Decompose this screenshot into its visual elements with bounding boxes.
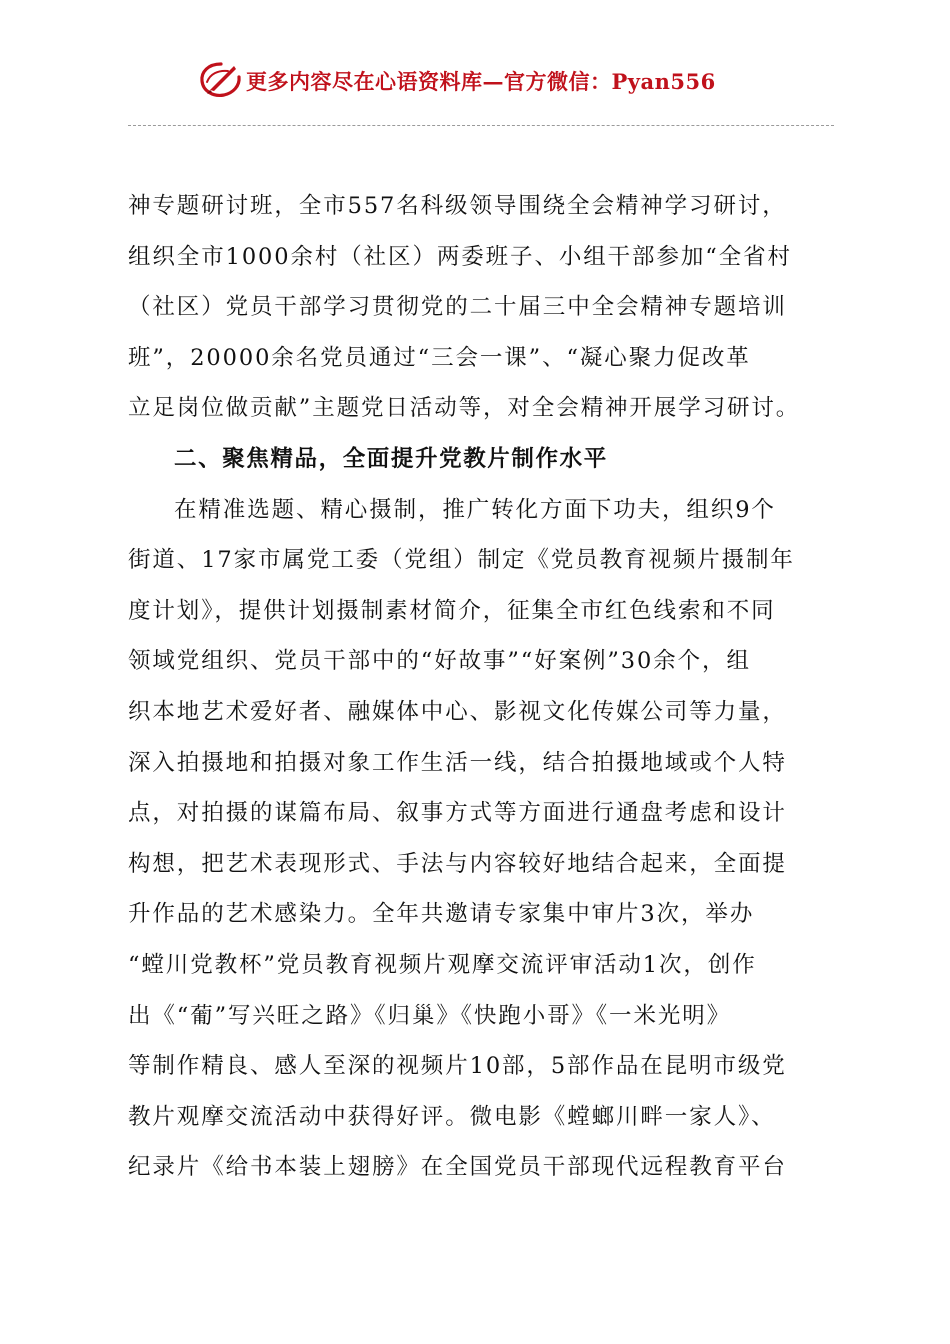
paragraph-line: “螳川党教杯”党员教育视频片观摩交流评审活动1次，创作	[128, 951, 757, 978]
paragraph-line: 神专题研讨班，全市557名科级领导围绕全会精神学习研讨，	[128, 193, 787, 219]
header-title	[246, 66, 716, 96]
paragraph-line: 点，对拍摄的谋篇布局、叙事方式等方面进行通盘考虑和设计	[128, 800, 787, 827]
paragraph-line: 度计划》，提供计划摄制素材简介，征集全市红色线索和不同	[128, 597, 776, 624]
paragraph-line: 教片观摩交流活动中获得好评。微电影《螳螂川畔一家人》、	[128, 1103, 776, 1130]
header-divider	[128, 125, 834, 126]
quill-pen-swirl-logo-icon	[198, 60, 244, 100]
paragraph-line: 织本地艺术爱好者、融媒体中心、影视文化传媒公司等力量，	[128, 698, 787, 725]
paragraph-line: 出《“葡”写兴旺之路》《归巢》《快跑小哥》《一米光明》	[128, 1002, 732, 1029]
paragraph-line: 纪录片《给书本装上翅膀》在全国党员干部现代远程教育平台	[128, 1154, 787, 1181]
paragraph-line: 升作品的艺术感染力。全年共邀请专家集中审片3次，举办	[128, 901, 755, 928]
page-header	[0, 58, 950, 102]
section-heading: 二、聚焦精品，全面提升党教片制作水平	[174, 445, 608, 472]
document-body	[128, 184, 834, 1196]
paragraph-line: 构想，把艺术表现形式、手法与内容较好地结合起来，全面提	[128, 850, 787, 877]
paragraph-line: 街道、17家市属党工委（党组）制定《党员教育视频片摄制年	[128, 547, 795, 574]
brand-text: 更多内容尽在心语资料库	[246, 69, 483, 94]
paragraph-line: 在精准选题、精心摄制，推广转化方面下功夫，组织9个	[174, 496, 776, 523]
paragraph-line: 组织全市1000余村（社区）两委班子、小组干部参加“全省村	[128, 243, 792, 270]
paragraph-line: 领域党组织、党员干部中的“好故事”“好案例”30余个，组	[128, 648, 751, 675]
paragraph-line: 班”，20000余名党员通过“三会一课”、“凝心聚力促改革	[128, 344, 751, 371]
header-dash: —	[482, 69, 504, 94]
paragraph-line: 深入拍摄地和拍摄对象工作生活一线，结合拍摄地域或个人特	[128, 749, 787, 776]
paragraph-line: 等制作精良、感人至深的视频片10部，5部作品在昆明市级党	[128, 1053, 787, 1080]
paragraph-line: （社区）党员干部学习贯彻党的二十届三中全会精神专题培训	[128, 294, 787, 321]
wechat-text: 官方微信：Pyan556	[504, 69, 716, 94]
paragraph-line: 立足岗位做贡献”主题党日活动等，对全会精神开展学习研讨。	[128, 395, 801, 422]
